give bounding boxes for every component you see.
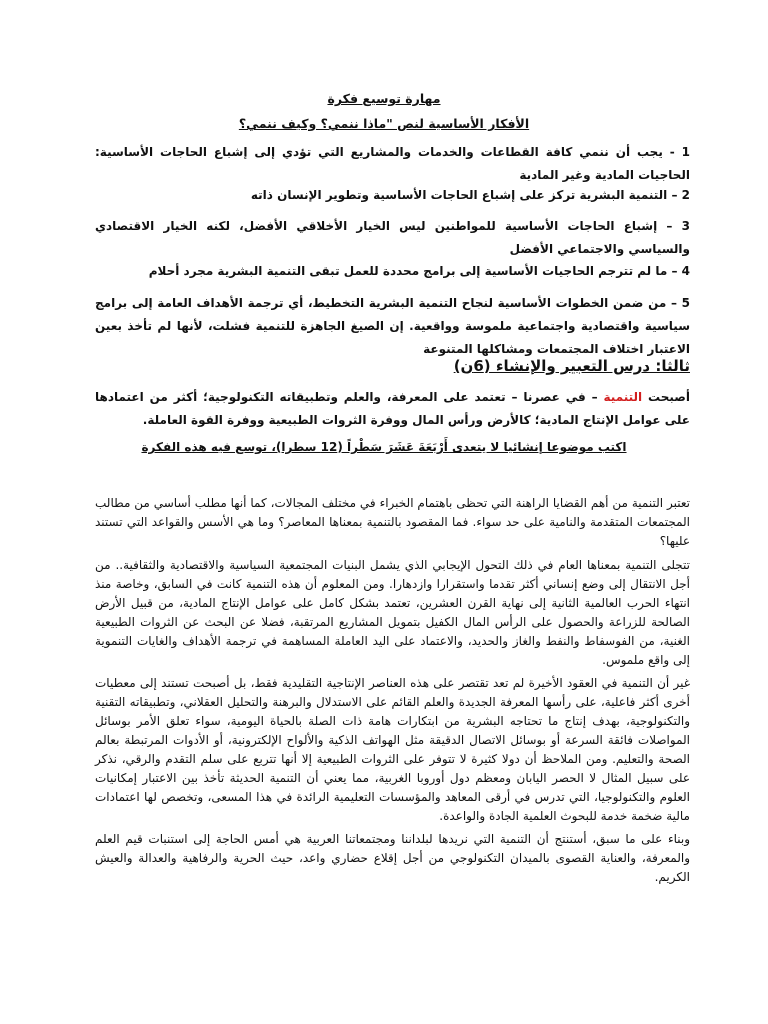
page-title: مهارة توسيع فكرة bbox=[327, 91, 441, 106]
essay-paragraph-body-2: غير أن التنمية في العقود الأخيرة لم تعد تقتصر على هذه العناصر الإنتاجية التقليدية فقط، بل أصبحت تستند إلى معطيات أخرى أكثر فاعلية، على رأسها المعرفة الجديدة والعلم القائم على الاستدلال والبرهنة والتحليل العقلاني، وتطبيقاته التقنية والتكنولوجية، بهدف إنتاج ما تحتاجه البشرية من ابتكارات هامة ذات الصلة بالحياة اليومية، سواء تعلق الأمر بوسائل المواصلات فائقة السرعة أو بوسائل الاتصال الدقيقة مثل الهواتف الذكية والألواح الإلكترونية، أو الأدوات المرتبطة بعالم الصحة والتعليم. ومن الملاحظ أن دولا كثيرة لا تتوفر على الثروات الطبيعية إلا أنها تتربع على سلم التقدم والرقي، نذكر على سبيل المثال لا الحصر اليابان ومعظم دول أوروبا الغربية، مما يعني أن التنمية الحديثة تأخذ بين الاعتبار إمكانيات العلوم والتكنولوجيا، التي تدرس في أرقى المعاهد والمؤسسات التعليمية الرائدة في هذا المسعى، وتخصص لها اعتمادات مالية ضخمة خدمة للبحوث العلمية الجادة والواعدة. bbox=[95, 676, 690, 823]
prompt-highlight: التنمية bbox=[603, 390, 643, 404]
essay-paragraph-intro: تعتبر التنمية من أهم القضايا الراهنة التي تحظى باهتمام الخبراء في مختلف المجالات، كما أنها مطلب أساسي من مطالب المجتمعات المتقدمة والنامية على حد سواء. فما المقصود بالتنمية بمعناها المعاصر؟ وما هي الأسس والقواعد التي تستند عليها؟ bbox=[95, 496, 690, 548]
idea-item-2: 2 – التنمية البشرية تركز على إشباع الحاجات الأساسية وتطوير الإنسان ذاته bbox=[250, 188, 690, 202]
section-heading: ثالثا: درس التعبير والإنشاء (6ن) bbox=[453, 357, 690, 375]
subtitle: الأفكار الأساسية لنص "ماذا ننمي؟ وكيف ننمي؟ bbox=[238, 116, 530, 131]
prompt-rest: – في عصرنا – تعتمد على المعرفة، والعلم وتطبيقاته التكنولوجية؛ أكثر من اعتمادها على عوامل الإنتاج المادية؛ كالأرض ورأس المال ووفرة الثروات الطبيعية ووفرة القوة العاملة. bbox=[95, 390, 690, 427]
prompt-start: أصبحت bbox=[642, 390, 690, 404]
essay-instruction: اكتب موضوعا إنشائيا لا يتعدى أَرْبَعَةَ عَشَرَ سَطْراً (12 سطرا)، توسع فيه هذه الفكرة bbox=[141, 440, 627, 454]
idea-item-5: 5 – من ضمن الخطوات الأساسية لنجاح التنمية البشرية التخطيط، أي ترجمة الأهداف العامة إلى برامج سياسية واقتصادية واجتماعية ملموسة وواقعية. إن الصيغ الجاهزة للتنمية فشلت، لأنها لم تأخذ بعين الاعتبار اختلاف المجتمعات ومشاكلها المتنوعة bbox=[95, 296, 690, 356]
idea-item-1: 1 - يجب أن ننمي كافة القطاعات والخدمات والمشاريع التي تؤدي إلى إشباع الحاجات الأساسية: الحاجيات المادية وغير المادية bbox=[95, 145, 690, 182]
idea-item-3: 3 – إشباع الحاجات الأساسية للمواطنين ليس الخيار الأخلاقي الأفضل، لكنه الخيار الاقتصادي والسياسي والاجتماعي الأفضل bbox=[95, 219, 690, 256]
idea-item-4: 4 – ما لم تترجم الحاجيات الأساسية إلى برامج محددة للعمل تبقى التنمية البشرية مجرد أحلام bbox=[148, 264, 690, 278]
essay-prompt bbox=[95, 386, 690, 432]
essay-paragraph-body-1: تتجلى التنمية بمعناها العام في ذلك التحول الإيجابي الذي يشمل البنيات المجتمعية السياسية والاقتصادية والثقافية.. من أجل الانتقال إلى وضع إنساني أكثر تقدما واستقرارا وازدهارا. ومن المعلوم أن هذه التنمية كانت في السابق، وخاصة منذ انتهاء الحرب العالمية الثانية إلى نهاية القرن العشرين، تعتمد بشكل كامل على عوامل الإنتاج المادية، من قبيل الأرض الصالحة للزراعة والحصول على الرأس المال الكفيل بتمويل المشاريع المرتقبة، فضلا عن البحث عن الثروات الطبيعية الغنية، من الفوسفاط والنفط والغاز والحديد، والاعتماد على اليد العاملة المساهمة في ترجمة الأهداف والغايات التنموية إلى واقع ملموس. bbox=[95, 558, 690, 667]
essay-paragraph-conclusion: وبناء على ما سبق، أستنتج أن التنمية التي نريدها لبلداننا ومجتمعاتنا العربية هي أمس الحاجة إلى استنبات قيم العلم والمعرفة، والعناية القصوى بالميدان التكنولوجي من أجل إقلاع حضاري واعد، حيث الحرية والرفاهية والعدالة والعيش الكريم. bbox=[95, 832, 690, 884]
